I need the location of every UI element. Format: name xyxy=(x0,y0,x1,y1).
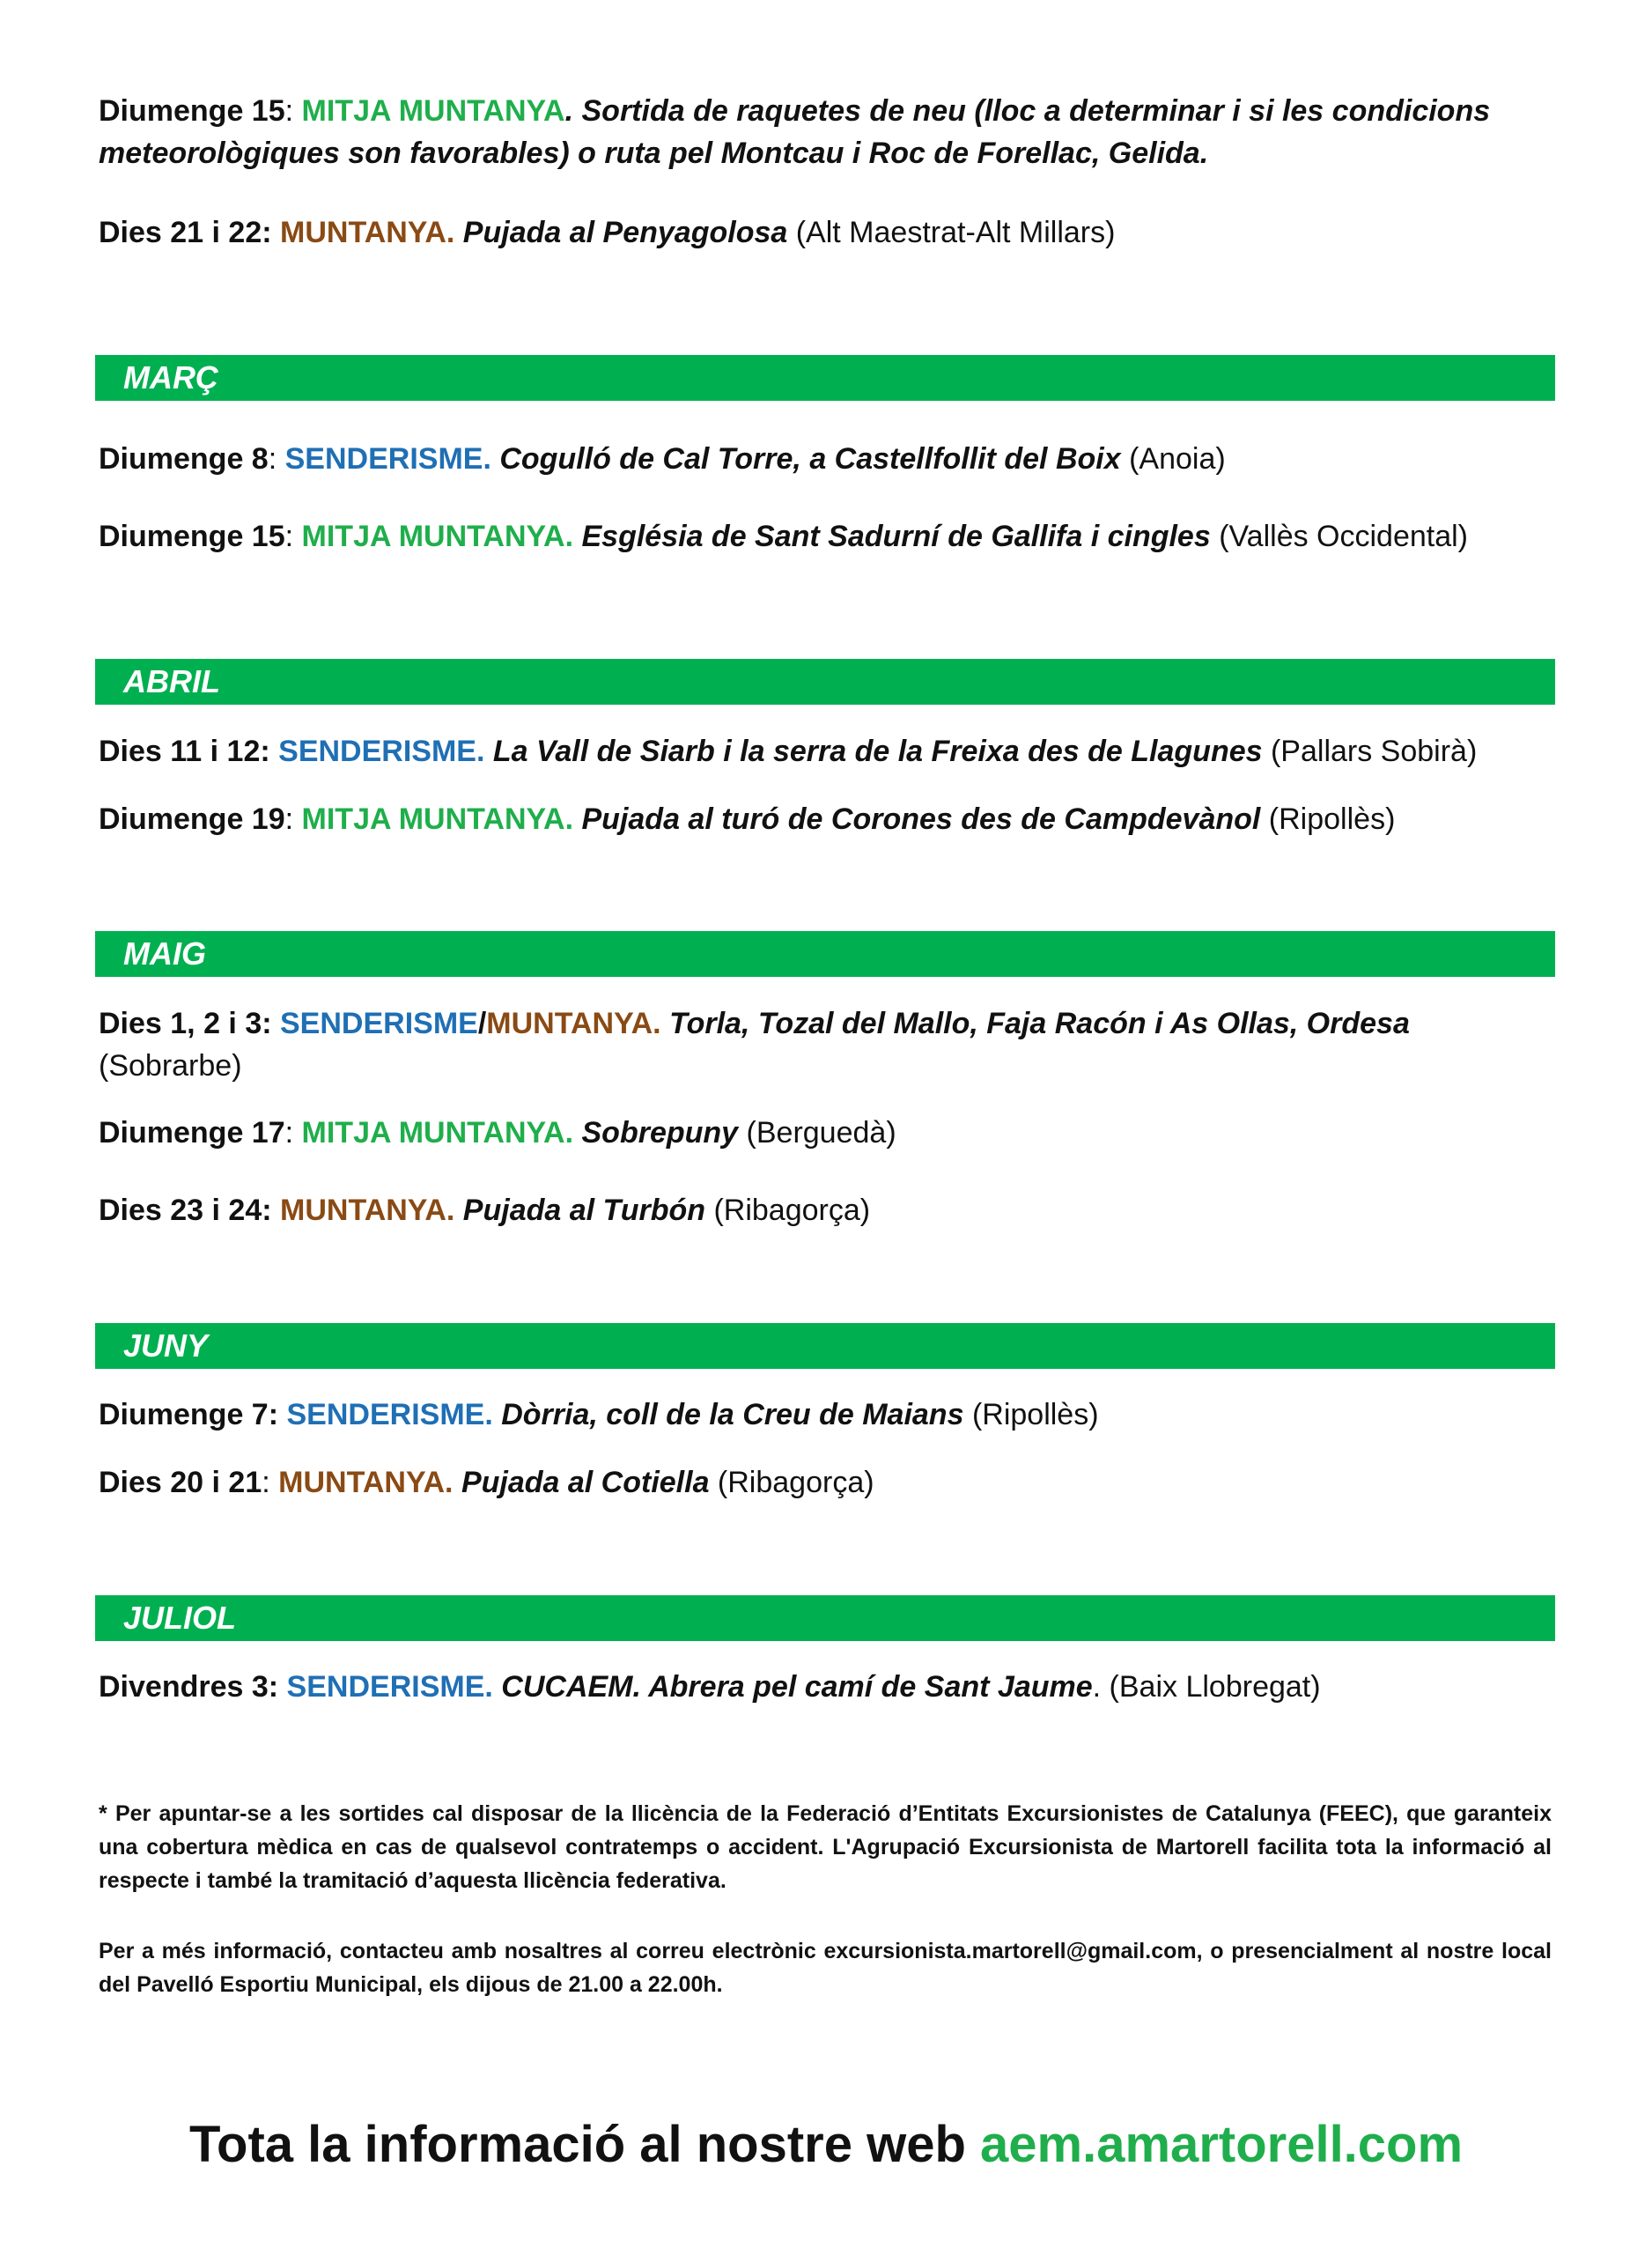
entry-category: MITJA MUNTANYA. xyxy=(301,1116,574,1150)
website-url[interactable]: aem.amartorell.com xyxy=(980,2116,1464,2173)
entry-separator: : xyxy=(284,802,302,836)
entry-category: MITJA MUNTANYA xyxy=(301,94,565,128)
entry-category: SENDERISME xyxy=(280,1007,478,1040)
entry-category: SENDERISME. xyxy=(286,1398,493,1431)
entry-separator: : xyxy=(262,1466,279,1499)
entry-title: Sortida de raquetes de neu (lloc a determinar i si les condicions meteorològiques son favorables) o ruta pel Montcau i Roc de Forellac, Gelida. xyxy=(99,94,1491,170)
entry-region: (Ribagorça) xyxy=(709,1466,874,1499)
entry-date: Diumenge 17 xyxy=(99,1116,285,1150)
entry-category-secondary: MUNTANYA. xyxy=(486,1007,661,1040)
activity-entry xyxy=(99,211,1560,254)
entry-region: (Ripollès) xyxy=(1260,802,1396,836)
entry-separator xyxy=(272,1007,280,1040)
entry-title: CUCAEM. Abrera pel camí de Sant Jaume xyxy=(492,1670,1093,1704)
entry-date: Dies 23 i 24: xyxy=(99,1194,272,1227)
activity-entry xyxy=(99,1002,1560,1087)
entry-separator: : xyxy=(284,520,302,553)
entry-category: MUNTANYA. xyxy=(280,1194,455,1227)
entry-date: Diumenge 15 xyxy=(99,520,285,553)
entry-category-slash: / xyxy=(477,1007,487,1040)
entry-date: Diumenge 8 xyxy=(99,442,269,476)
entry-title: Pujada al Cotiella xyxy=(453,1466,710,1499)
month-header-abril: ABRIL xyxy=(95,659,1555,705)
activity-entry xyxy=(99,438,1560,480)
entry-region: (Ripollès) xyxy=(963,1398,1099,1431)
entry-date: Diumenge 15 xyxy=(99,94,285,128)
entry-category: MITJA MUNTANYA. xyxy=(301,520,574,553)
entry-date: Diumenge 7: xyxy=(99,1398,279,1431)
month-header-marc: MARÇ xyxy=(95,355,1555,401)
entry-date: Divendres 3: xyxy=(99,1670,279,1704)
entry-category: SENDERISME. xyxy=(284,442,491,476)
entry-title: Sobrepuny xyxy=(573,1116,739,1150)
entry-category-suffix: . xyxy=(564,94,574,128)
entry-title: La Vall de Siarb i la serra de la Freixa des de Llagunes xyxy=(484,735,1263,768)
entry-title-end: . xyxy=(1092,1670,1102,1704)
entry-region: (Pallars Sobirà) xyxy=(1262,735,1478,768)
entry-region: (Sobrarbe) xyxy=(99,1049,242,1083)
activity-entry xyxy=(99,730,1560,773)
entry-date: Dies 20 i 21 xyxy=(99,1466,262,1499)
entry-title: Pujada al turó de Corones des de Campdevànol xyxy=(573,802,1261,836)
entry-region: (Alt Maestrat-Alt Millars) xyxy=(787,216,1116,249)
entry-separator: : xyxy=(268,442,285,476)
entry-title: Torla, Tozal del Mallo, Faja Racón i As Ollas, Ordesa xyxy=(660,1007,1410,1040)
activity-entry xyxy=(99,1461,1560,1504)
activity-entry xyxy=(99,1112,1560,1154)
activity-entry xyxy=(99,1666,1560,1708)
entry-title: Pujada al Penyagolosa xyxy=(454,216,788,249)
entry-date: Dies 21 i 22: xyxy=(99,216,272,249)
entry-category: MITJA MUNTANYA. xyxy=(301,802,574,836)
activity-entry xyxy=(99,1189,1560,1231)
entry-separator xyxy=(272,216,280,249)
entry-separator xyxy=(278,1398,286,1431)
entry-date: Dies 1, 2 i 3: xyxy=(99,1007,272,1040)
entry-region: (Baix Llobregat) xyxy=(1101,1670,1321,1704)
entry-separator: : xyxy=(284,94,302,128)
entry-separator: : xyxy=(284,1116,302,1150)
licence-footnote: * Per apuntar-se a les sortides cal disposar de la llicència de la Federació d’Entitats Excursionistes de Catalunya (FEEC), que garanteix una cobertura mèdica en cas de qualsevol contratemps o accident. L'Agrupació Excursionista de Martorell facilita tota la informació al respecte i també la tramitació d’aquesta llicència federativa. xyxy=(99,1801,1552,1893)
entry-date: Diumenge 19 xyxy=(99,802,285,836)
website-text: Tota la informació al nostre web xyxy=(188,2116,981,2173)
entry-separator xyxy=(272,1194,280,1227)
entry-category: MUNTANYA. xyxy=(278,1466,454,1499)
activity-entry xyxy=(99,515,1560,558)
contact-footnote: Per a més informació, contacteu amb nosaltres al correu electrònic excursionista.martorell@gmail.com, o presencialment al nostre local del Pavelló Esportiu Municipal, els dijous de 21.00 a 22.00h. xyxy=(99,1939,1552,1997)
entry-region: (Anoia) xyxy=(1120,442,1226,476)
entry-separator xyxy=(278,1670,286,1704)
activity-entry xyxy=(99,90,1560,174)
entry-region: (Berguedà) xyxy=(738,1116,896,1150)
month-header-maig: MAIG xyxy=(95,931,1555,977)
entry-separator xyxy=(270,735,278,768)
entry-category: SENDERISME. xyxy=(278,735,485,768)
entry-region: (Ribagorça) xyxy=(705,1194,871,1227)
entry-category: SENDERISME. xyxy=(286,1670,493,1704)
entry-title: Església de Sant Sadurní de Gallifa i cingles xyxy=(573,520,1211,553)
website-line xyxy=(0,2110,1652,2180)
entry-title: Cogulló de Cal Torre, a Castellfollit del Boix xyxy=(490,442,1121,476)
entry-region: (Vallès Occidental) xyxy=(1210,520,1469,553)
activity-entry xyxy=(99,1394,1560,1436)
entry-title: Pujada al Turbón xyxy=(454,1194,705,1227)
entry-date: Dies 11 i 12: xyxy=(99,735,270,768)
entry-category: MUNTANYA. xyxy=(280,216,455,249)
entry-title: Dòrria, coll de la Creu de Maians xyxy=(492,1398,964,1431)
month-header-juny: JUNY xyxy=(95,1323,1555,1369)
month-header-juliol: JULIOL xyxy=(95,1595,1555,1641)
activity-entry xyxy=(99,798,1560,840)
